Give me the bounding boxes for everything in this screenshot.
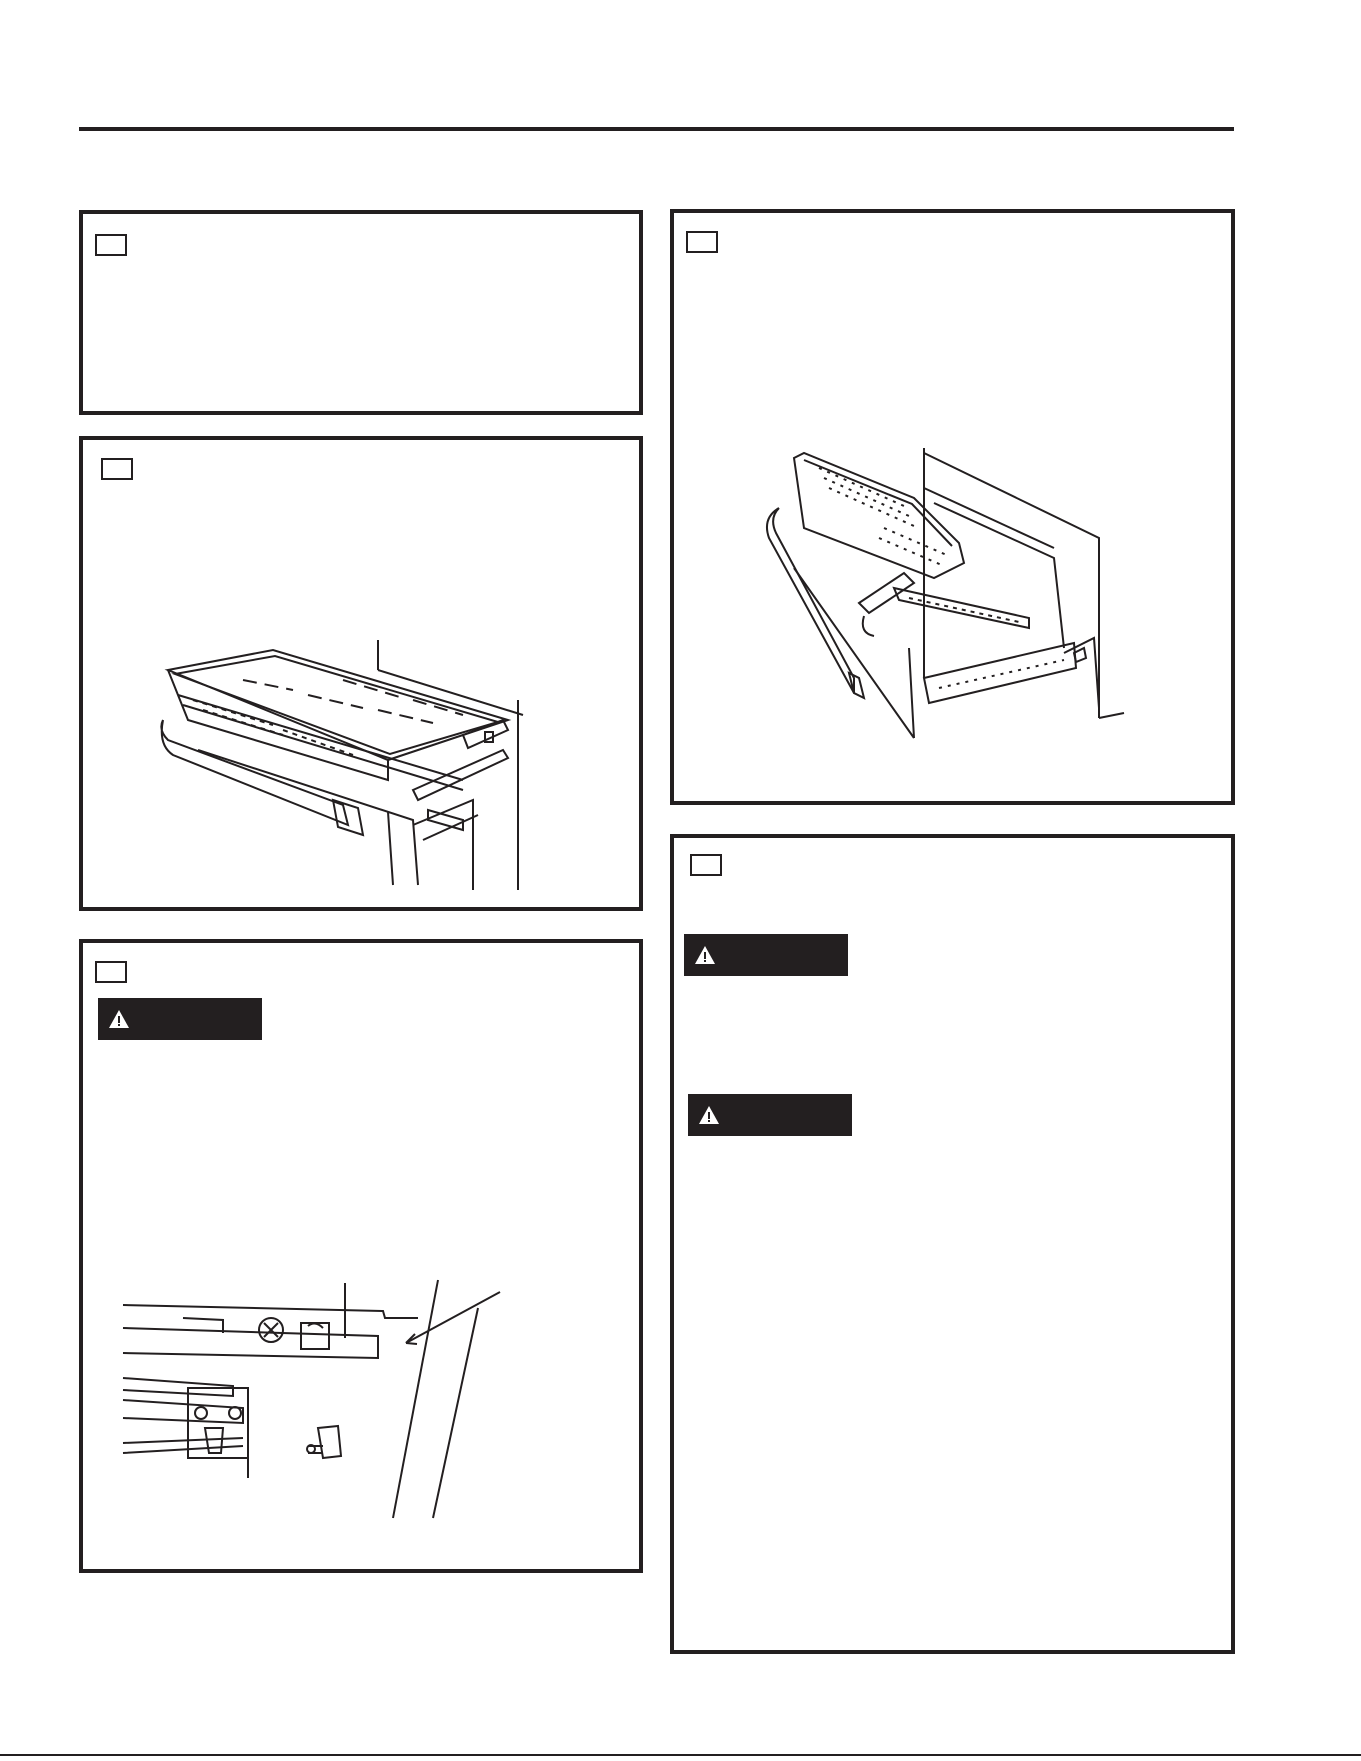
warning-badge-1 [684,934,848,976]
step-number-box [686,231,718,253]
step-panel-c [79,939,643,1573]
step-panel-e [670,834,1235,1654]
step-panel-b [79,436,643,911]
warning-badge [98,998,262,1040]
warning-triangle-icon [108,1009,130,1029]
step-number-box [690,854,722,876]
step-panel-a [79,210,643,415]
step-number-box [95,234,127,256]
step-panel-d [670,209,1235,805]
step-number-box [101,458,133,480]
warning-badge-2 [688,1094,852,1136]
header-rule [79,127,1234,131]
warning-triangle-icon [694,945,716,965]
rail-bracket-illustration [123,1278,523,1538]
footer-rule [0,1754,1361,1756]
step-number-box [95,961,127,983]
drawer-basket-illustration [163,640,603,900]
drawer-tilt-illustration [764,448,1164,748]
warning-triangle-icon [698,1105,720,1125]
